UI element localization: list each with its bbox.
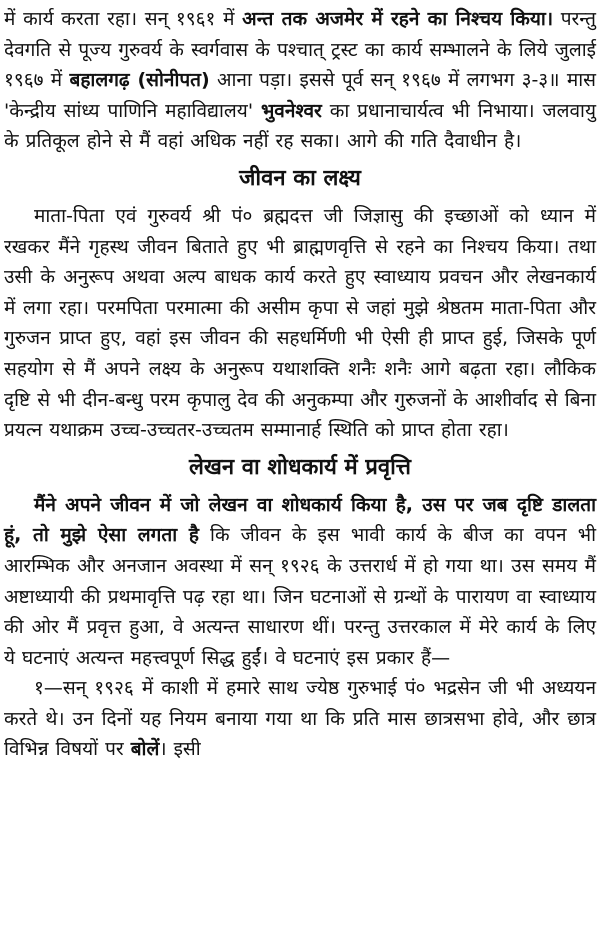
bold-text: अन्त तक अजमेर में रहने का निश्चय किया।	[242, 8, 554, 30]
text-run: का प्रधानाचार्यत्व भी निभाया। जलवायु के प्रतिकूल होने से मैं वहां अधिक नहीं रह सका। आगे की गति दैवाधीन है।	[4, 99, 596, 153]
text-run: परन्तु देवगति से पूज्य गुरुवर्य के स्वर्गवास के पश्चात् ट्रस्ट का कार्य सम्भालने के लिये जुलाई १९६७ में	[4, 8, 596, 92]
section-heading-writing-research: लेखन वा शोधकार्य में प्रवृत्ति	[188, 454, 412, 480]
bold-text: मैंने अपने जीवन में जो लेखन वा शोधकार्य किया है, उस पर जब दृष्टि डालता हूं, तो मुझे ऐसा लगता	[4, 493, 596, 547]
text-run: में कार्य करता रहा। सन् १९६१ में	[4, 8, 243, 30]
text-run: १—सन् १९२६ में काशी में हमारे साथ ज्येष्ठ गुरुभाई पं० भद्रसेन जी भी अध्ययन करते थे। उन दिनों यह नियम बनाया गया था कि प्रति मास छात्रसभा होवे, और छात्र विभिन्न विषयों पर	[4, 677, 596, 761]
bold-text: बोलें	[130, 738, 160, 761]
paragraph-event-1	[4, 673, 596, 765]
paragraph-writing-research	[4, 490, 596, 674]
bold-text: है	[188, 524, 199, 547]
text-run: । इसी	[159, 738, 201, 761]
section-heading-life-goal: जीवन का लक्ष्य	[239, 165, 361, 191]
text-run: कि जीवन के इस भावी कार्य के बीज का वपन भी आरम्भिक और अनजान अवस्था में सन् १९२६ के उत्तरार्ध में हो गया था। उस समय मैं अष्टाध्यायी की प्रथमावृत्ति पढ़ रहा था। जिन घटनाओं से ग्रन्थों के पारायण वा स्वाध्याय की ओर मैं प्रवृत्त हुआ, वे अत्यन्त साधारण थीं। परन्तु उत्तरकाल में मेरे कार्य के लिए ये घटनाएं अत्यन्त महत्त्वपूर्ण सिद्ध हुईं। वे घटनाएं इस प्रकार हैं—	[4, 524, 596, 669]
bold-text: बहालगढ़ (सोनीपत)	[69, 69, 210, 92]
text-run: आना पड़ा। इससे पूर्व सन् १९६७ में लगभग ३-३॥ मास 'केन्द्रीय सांध्य पाणिनि महाविद्यालय'	[4, 69, 596, 122]
paragraph-life-goal: माता-पिता एवं गुरुवर्य श्री पं० ब्रह्मदत्त जी जिज्ञासु की इच्छाओं को ध्यान में रखकर मैंने गृहस्थ जीवन बिताते हुए भी ब्राह्मणवृत्ति से रहने का निश्चय किया। तथा उसी के अनुरूप अथवा अल्प बाधक कार्य करते हुए स्वाध्याय प्रवचन और लेखनकार्य में लगा रहा। परमपिता परमात्मा की असीम कृपा से जहां मुझे श्रेष्ठतम माता-पिता और गुरुजन प्राप्त हुए, वहां इस जीवन की सहधर्मिणी भी ऐसी ही प्राप्त हुई, जिसके पूर्ण सहयोग से मैं अपने लक्ष्य के अनुरूप यथाशक्ति शनैः शनैः आगे बढ़ता रहा। लौकिक दृष्टि से भी दीन-बन्धु परम कृपालु देव की अनुकम्पा और गुरुजनों के आशीर्वाद से बिना प्रयत्न यथाक्रम उच्च-उच्चतर-उच्चतम सम्मानार्ह स्थिति को प्राप्त होता रहा।	[4, 204, 596, 442]
bold-text: भुवनेश्वर	[260, 99, 322, 122]
paragraph-career	[4, 4, 596, 157]
